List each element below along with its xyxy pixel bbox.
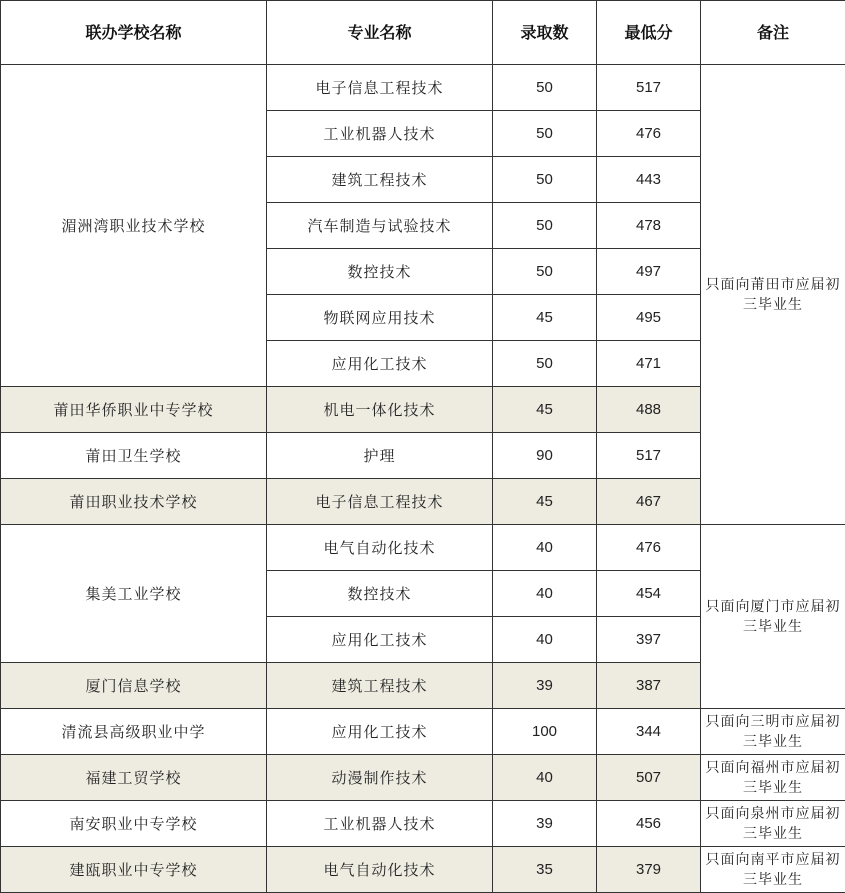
min-score-cell: 379 <box>597 847 701 893</box>
major-name-cell: 机电一体化技术 <box>267 387 493 433</box>
school-name-cell: 清流县高级职业中学 <box>1 709 267 755</box>
min-score-cell: 443 <box>597 157 701 203</box>
major-name-cell: 应用化工技术 <box>267 709 493 755</box>
school-name-cell: 南安职业中专学校 <box>1 801 267 847</box>
admitted-count-cell: 50 <box>493 203 597 249</box>
min-score-cell: 478 <box>597 203 701 249</box>
major-name-cell: 工业机器人技术 <box>267 111 493 157</box>
major-name-cell: 护理 <box>267 433 493 479</box>
school-name-cell: 莆田卫生学校 <box>1 433 267 479</box>
school-name-cell: 集美工业学校 <box>1 525 267 663</box>
admitted-count-cell: 40 <box>493 571 597 617</box>
school-name-cell: 厦门信息学校 <box>1 663 267 709</box>
remarks-cell: 只面向厦门市应届初三毕业生 <box>701 525 845 709</box>
school-name-cell: 莆田职业技术学校 <box>1 479 267 525</box>
major-name-cell: 汽车制造与试验技术 <box>267 203 493 249</box>
admitted-count-cell: 45 <box>493 387 597 433</box>
min-score-cell: 497 <box>597 249 701 295</box>
major-name-cell: 建筑工程技术 <box>267 663 493 709</box>
min-score-cell: 476 <box>597 525 701 571</box>
min-score-cell: 495 <box>597 295 701 341</box>
major-name-cell: 电气自动化技术 <box>267 847 493 893</box>
major-name-cell: 电子信息工程技术 <box>267 65 493 111</box>
school-name-cell: 湄洲湾职业技术学校 <box>1 65 267 387</box>
table-row <box>1 65 845 111</box>
school-name-cell: 福建工贸学校 <box>1 755 267 801</box>
table-row <box>1 801 845 847</box>
header-major-name: 专业名称 <box>267 1 493 65</box>
header-admitted-count: 录取数 <box>493 1 597 65</box>
remarks-cell: 只面向莆田市应届初三毕业生 <box>701 65 845 525</box>
major-name-cell: 数控技术 <box>267 249 493 295</box>
admitted-count-cell: 40 <box>493 525 597 571</box>
table-row <box>1 755 845 801</box>
admitted-count-cell: 40 <box>493 617 597 663</box>
remarks-cell: 只面向三明市应届初三毕业生 <box>701 709 845 755</box>
min-score-cell: 387 <box>597 663 701 709</box>
min-score-cell: 471 <box>597 341 701 387</box>
admitted-count-cell: 100 <box>493 709 597 755</box>
min-score-cell: 507 <box>597 755 701 801</box>
school-name-cell: 建瓯职业中专学校 <box>1 847 267 893</box>
table-body <box>1 65 845 893</box>
admitted-count-cell: 50 <box>493 341 597 387</box>
admitted-count-cell: 50 <box>493 65 597 111</box>
major-name-cell: 数控技术 <box>267 571 493 617</box>
major-name-cell: 应用化工技术 <box>267 617 493 663</box>
header-min-score: 最低分 <box>597 1 701 65</box>
major-name-cell: 物联网应用技术 <box>267 295 493 341</box>
header-remarks: 备注 <box>701 1 845 65</box>
header-school-name: 联办学校名称 <box>1 1 267 65</box>
min-score-cell: 456 <box>597 801 701 847</box>
admitted-count-cell: 45 <box>493 295 597 341</box>
admitted-count-cell: 50 <box>493 111 597 157</box>
major-name-cell: 建筑工程技术 <box>267 157 493 203</box>
admitted-count-cell: 40 <box>493 755 597 801</box>
admitted-count-cell: 50 <box>493 157 597 203</box>
major-name-cell: 电子信息工程技术 <box>267 479 493 525</box>
min-score-cell: 488 <box>597 387 701 433</box>
admitted-count-cell: 50 <box>493 249 597 295</box>
min-score-cell: 476 <box>597 111 701 157</box>
table-row <box>1 847 845 893</box>
major-name-cell: 电气自动化技术 <box>267 525 493 571</box>
admitted-count-cell: 39 <box>493 801 597 847</box>
admitted-count-cell: 39 <box>493 663 597 709</box>
min-score-cell: 517 <box>597 433 701 479</box>
table-row <box>1 709 845 755</box>
major-name-cell: 动漫制作技术 <box>267 755 493 801</box>
table-row <box>1 525 845 571</box>
remarks-cell: 只面向南平市应届初三毕业生 <box>701 847 845 893</box>
remarks-cell: 只面向福州市应届初三毕业生 <box>701 755 845 801</box>
min-score-cell: 467 <box>597 479 701 525</box>
remarks-cell: 只面向泉州市应届初三毕业生 <box>701 801 845 847</box>
header-row <box>1 1 845 65</box>
admitted-count-cell: 35 <box>493 847 597 893</box>
admitted-count-cell: 45 <box>493 479 597 525</box>
major-name-cell: 应用化工技术 <box>267 341 493 387</box>
min-score-cell: 344 <box>597 709 701 755</box>
admitted-count-cell: 90 <box>493 433 597 479</box>
min-score-cell: 454 <box>597 571 701 617</box>
school-name-cell: 莆田华侨职业中专学校 <box>1 387 267 433</box>
min-score-cell: 517 <box>597 65 701 111</box>
major-name-cell: 工业机器人技术 <box>267 801 493 847</box>
min-score-cell: 397 <box>597 617 701 663</box>
